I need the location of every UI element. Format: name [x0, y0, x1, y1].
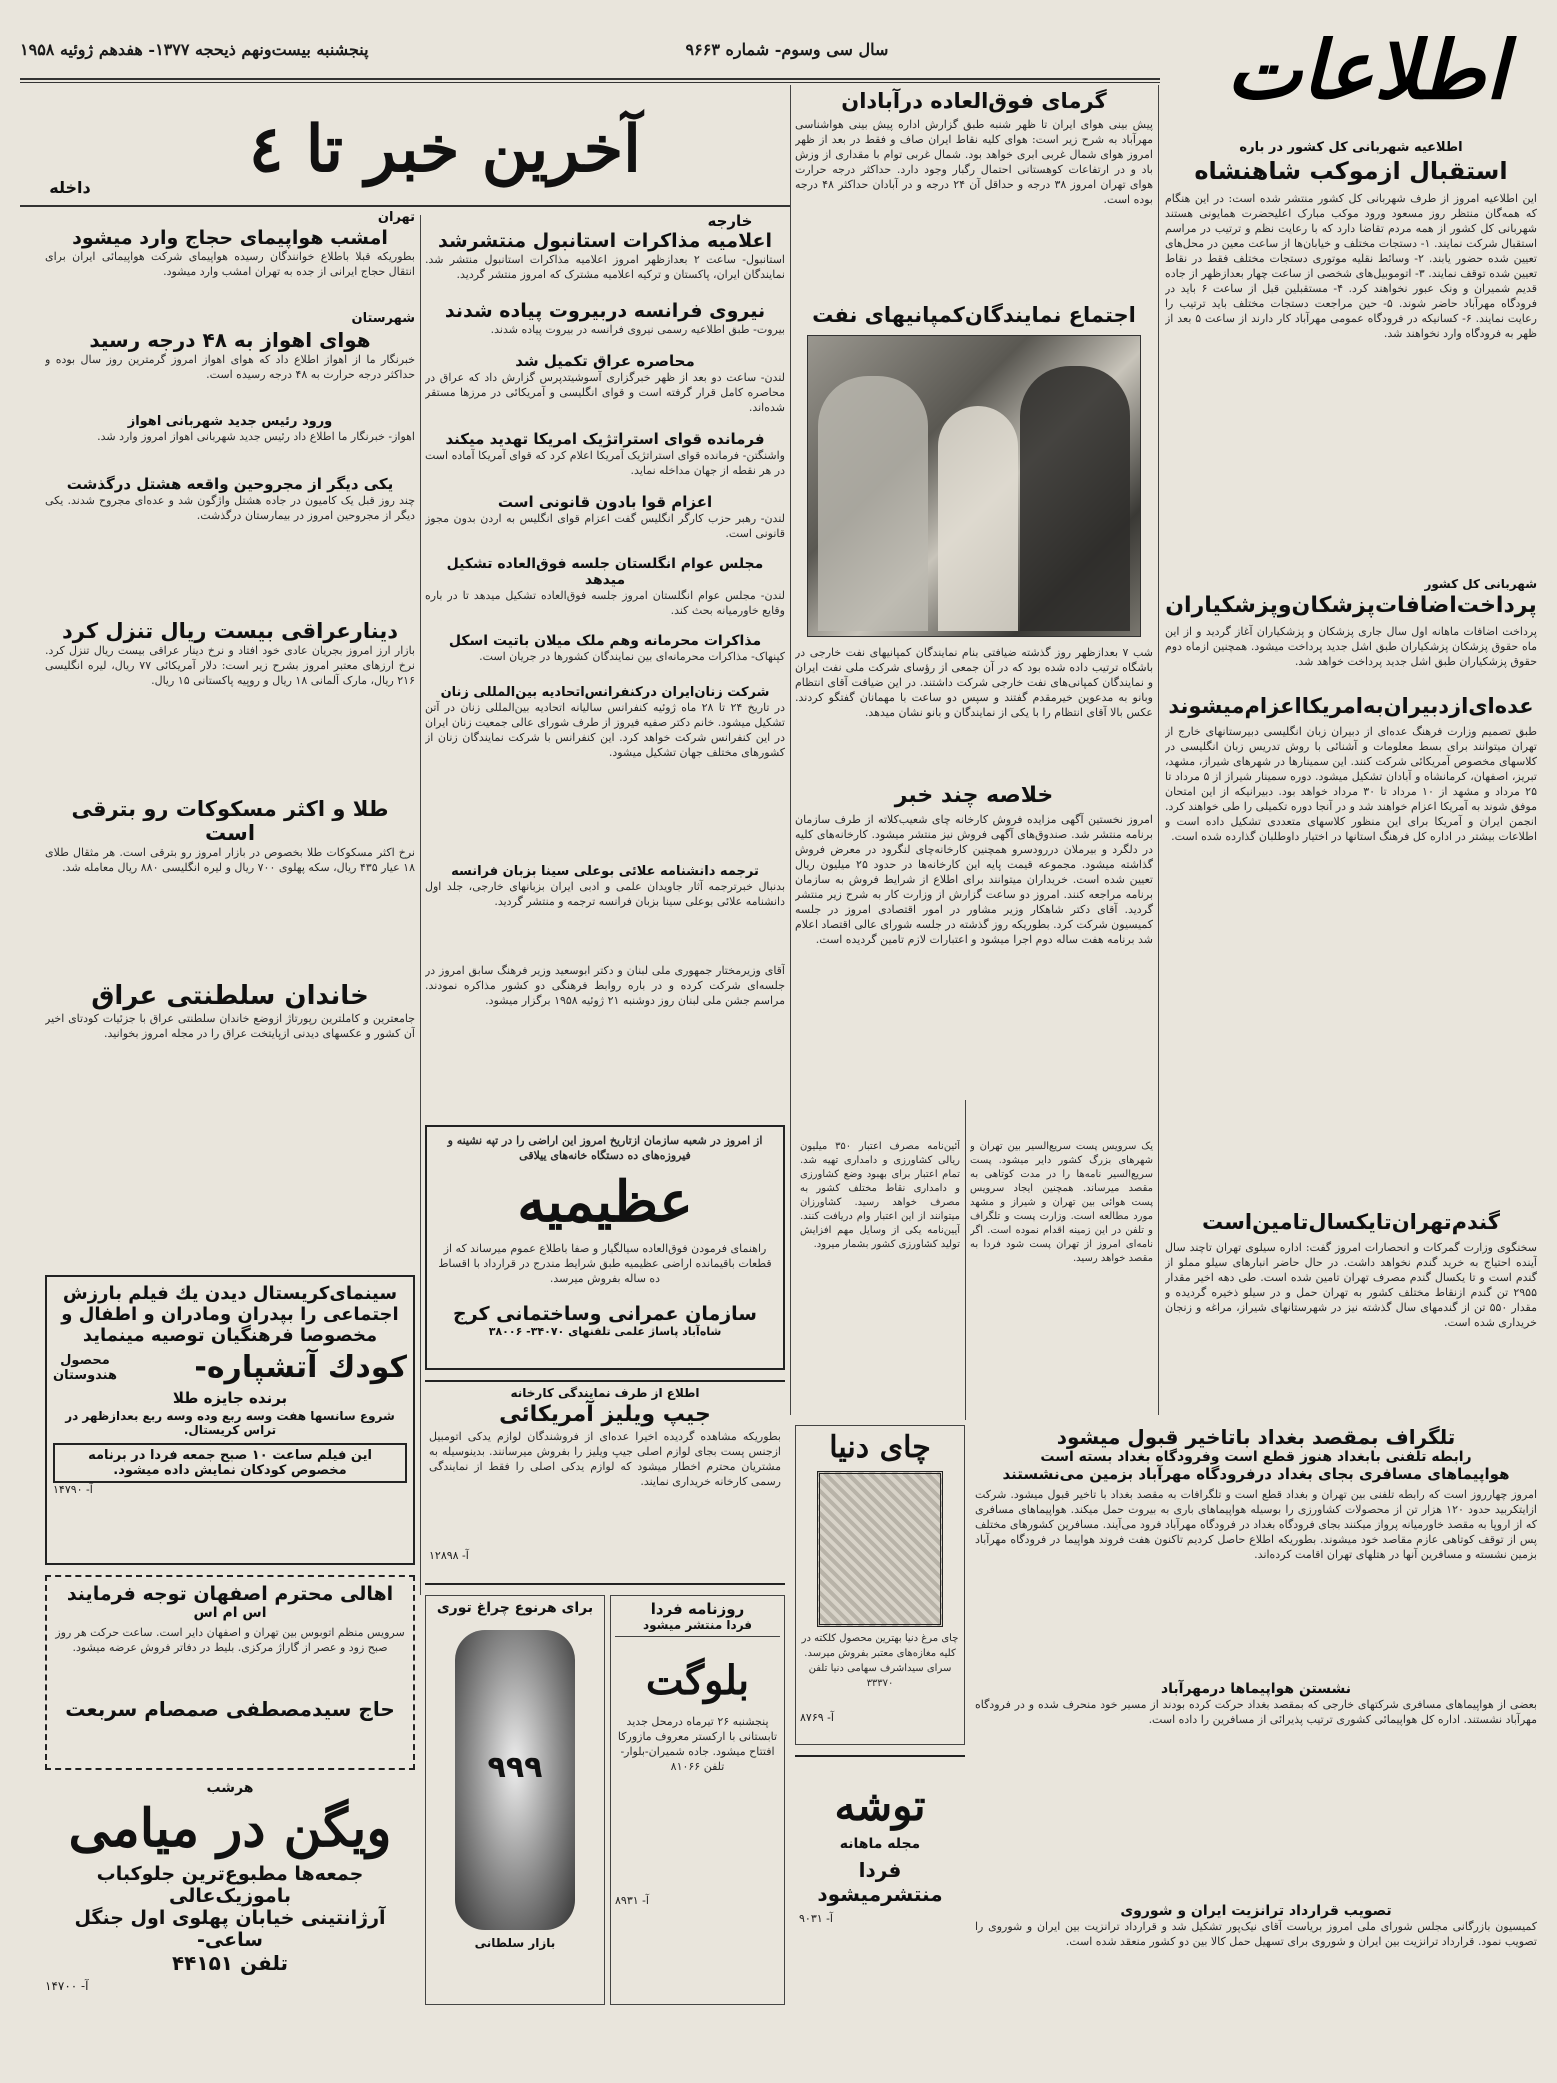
lamp-image: [455, 1630, 575, 1930]
ad-azimieh: [425, 1125, 785, 1370]
tea-title: چای دنیا: [829, 1430, 931, 1465]
banner-rule: [20, 205, 790, 207]
summary-title: خلاصه چند خبر: [894, 783, 1054, 808]
miami-title: ویگن در میامی: [68, 1798, 392, 1859]
istanbul-title: اعلامیه مذاکرات استانبول منتشرشد: [438, 230, 772, 252]
gold-title: طلا و اکثر مسکوکات رو بترقی است: [71, 797, 389, 845]
iraq-title: محاصره عراق تکمیل شد: [515, 352, 695, 370]
book-title: ترجمه دانشنامه علائی بوعلی سینا بزبان فرانسه: [451, 864, 759, 879]
isfahan-body: سرویس منظم اتوبوس بین تهران و اصفهان دایر است. ساعت حرکت هر روز صبح زود و عصر از گاراژ مرکزی. بلیط در دفاتر فروش عرضه میشود.: [55, 1626, 405, 1654]
oil-title: اجتماع نمایندگان‌کمپانیهای نفت: [812, 303, 1136, 327]
iraq-body: لندن- ساعت دو بعد از ظهر خبرگزاری آسوشیتدپرس گزارش داد که عراق در محاصره کامل قرار گرفته است و قوای انگلیسی و آمریکائی در مرزها مستقر شده‌اند.: [425, 371, 785, 414]
troops-body: لندن- رهبر حزب کارگر انگلیس گفت اعزام قوای انگلیس به اردن بدون مجوز قانونی است.: [425, 512, 785, 540]
miami-top: هرشب: [206, 1780, 254, 1796]
cinema-line1: سینمای‌کریستال دیدن یك فیلم بارزش: [62, 1283, 398, 1304]
cinema-box: این فیلم ساعت ۱۰ صبح جمعه فردا در برنامه مخصوص کودکان نمایش داده میشود.: [53, 1443, 407, 1483]
column-divider: [790, 85, 791, 1415]
transit-title: تصویب قرارداد ترانزیت ایران و شوروی: [1120, 1903, 1392, 1919]
dinar-title: دینارعراقی بیست ریال تنزل کرد: [62, 619, 398, 643]
doctors-kicker: شهربانی کل کشور: [1424, 577, 1537, 591]
commander-title: فرمانده قوای استراتژیک امریکا تهدید میکند: [445, 430, 765, 448]
tea-body: چای مرغ دنیا بهترین محصول کلکته در کلیه مغازه‌های معتبر بفروش میرسد. سرای سیداشرف سهامی دنیا تلفن ۳۳۳۷۰: [801, 1633, 959, 1689]
ad-toshe: [795, 1755, 965, 2005]
column-bottom-right: [975, 1425, 1537, 2070]
miami-code: آ- ۱۴۷۰۰: [45, 1979, 89, 1993]
isfahan-title: اهالی محترم اصفهان توجه فرمایند: [66, 1583, 394, 1605]
ad-isfahan: [45, 1575, 415, 1770]
mid-bottom-b-text: یک سرویس پست سریع‌السیر بین تهران و شهرهای بزرگ کشور دایر میشود. پست سریع‌السیر نامه‌ها را در مدت کوتاهی به مقصد میرساند. همچنین ایجاد سرویس پست هوائی بین تهران و شیراز و مشهد مورد مطالعه است. وزارت پست و تلگراف و تلفن در این زمینه اقدام نموده است. اگر نامه‌ای امروز از تهران پست شود فردا به مقصد خواهد رسید.: [970, 1141, 1153, 1264]
ad-tea: [795, 1425, 965, 1745]
tapestry-body: سخنگوی وزارت گمرکات و انحصارات امروز گفت: اداره سیلوی تهران تاچند سال آینده احتیاج به خرید گندم نخواهد داشت. در حال حاضر انبارهای سیلو مملو از گندم است و تا یکسال گندم مصرف تهران تامین شده است. طی دهه اخیر مقدار ۲۹۵۵ تن گندم ازنقاط مختلف کشور به تهران حمل و در سیلو ذخیره گردیده و مقدار ۵۵۰ تن از گندمهای سال گذشته نیز در شهرستانهای شیراز، مراغه و زنجان خریداری شده است.: [1165, 1241, 1537, 1329]
isfahan-name: حاج سیدمصطفی صمصام سربعت: [65, 1697, 395, 1721]
injured-body: چند روز قبل یک کامیون در جاده هشتل واژگون شد و عده‌ای مجروح شدند. یکی دیگر از مجروحین امروز در بیمارستان درگذشت.: [45, 494, 415, 522]
lamp-tag: بازار سلطانی: [474, 1936, 556, 1950]
ad-lamp: [425, 1595, 605, 2005]
bluegate-code: آ- ۸۹۳۱: [615, 1894, 649, 1907]
minister-body: آقای وزیرمختار جمهوری ملی لبنان و دکتر ابوسعید وزیر فرهنگ سابق امروز در جلسه‌ای شرکت کرده و در باره روابط فرهنگی دو کشور مذاکره نمودند. مراسم جشن ملی لبنان روز دوشنبه ۲۱ ژوئیه ۱۹۵۸ برگزار میشود.: [425, 964, 785, 1007]
ad-bluegate: [610, 1595, 785, 2005]
egypt-title: مذاکرات محرمانه وهم ملک میلان با‌تیت اسکل: [448, 633, 762, 649]
heat-title: گرمای فوق‌العاده درآبادان: [841, 89, 1107, 113]
toshe-body: فردا منتشرمیشود: [817, 1858, 943, 1906]
dynasty-title: خاندان سلطنتی عراق: [91, 981, 369, 1011]
bluegate-small: روزنامه فردا: [650, 1600, 745, 1618]
isfahan-sub: اس ام اس: [193, 1605, 267, 1621]
doctors-body: پرداخت اضافات ماهانه اول سال جاری پزشکان و پزشکیاران آغاز گردید و از این ماه حقوق پزشکان پزشکیاران طبق اشل جدید پرداخت میشود. همچنین ازماه دوم حقوق پزشکیاران طبق اشل جدید پرداخت خواهد شد.: [1165, 625, 1537, 668]
column-left: [45, 210, 415, 1170]
azimieh-title: عظیمیه: [517, 1169, 693, 1235]
troops-title: اعزام قوا بادون قانونی است: [497, 493, 713, 511]
tea-code: آ- ۸۷۶۹: [800, 1711, 834, 1724]
masthead-rule-2: [20, 82, 1160, 83]
cinema-title: کودك آتشپاره-: [194, 1350, 407, 1385]
tea-box-image: [817, 1471, 943, 1627]
ahvaz-body: خبرنگار ما از اهواز اطلاع داد که هوای اهواز امروز گرمترین روز سال بوده و حداکثر درجه حرارت به ۴۸ درجه رسیده است.: [45, 353, 415, 381]
beirut-title: نیروی فرانسه دربیروت پیاده شدند: [444, 300, 766, 322]
azimieh-addr: شاه‌آباد پاساژ علمی تلفنهای ۳۴۰۷۰- ۳۸۰۰۶: [488, 1325, 722, 1338]
azimieh-top: از امروز در شعبه سازمان ازتاریخ امروز این اراضی را در تپه نشینه و فیروزه‌های ده دستگاه خانه‌های ییلاقی: [447, 1134, 763, 1162]
cinema-code: آ- ۱۴۷۹۰: [53, 1483, 93, 1496]
jeep-code: آ- ۱۲۸۹۸: [429, 1549, 469, 1562]
planes-body: بعضی از هواپیماهای مسافری شرکتهای خارجی که بمقصد بغداد حرکت کرده بودند از مسیر خود منحرف شده و در فرودگاه مهرآباد نشستند. اداره کل هواپیمائی کشوری ترتیب پذیرائی از مسافرین را داده است.: [975, 1698, 1537, 1726]
cinema-schedule: شروع سانسها هفت وسه ربع وده وسه ربع بعدازظهر در تراس کریستال.: [65, 1409, 395, 1437]
azimieh-org: سازمان عمرانی وساختمانی کرج: [453, 1303, 757, 1325]
book-body: بدنبال خبرترجمه آثار جاویدان علمی و ادبی ایران بزبانهای خارجی، جلد اول دانشنامه علائی بوعلی سینا بزبان فرانسه ترجمه و منتشر گردید.: [425, 880, 785, 908]
istanbul-body: استانبول- ساعت ۲ بعدازظهر امروز اعلامیه مذاکرات استانبول منتشر شد. نمایندگان ایران، پاکستان و ترکیه اعلامیه مشترک که امروز منتشر گردید.: [425, 253, 785, 281]
ahvaz-title: هوای اهواز به ۴۸ درجه رسید: [89, 328, 371, 352]
police-body: اهواز- خبرنگار ما اطلاع داد رئیس جدید شهربانی اهواز امروز وارد شد.: [97, 430, 415, 443]
dynasty-body: جامعترین و کاملترین رپورتاژ ازوضع خاندان سلطنتی عراق با جزئیات کودتای اخیر آن کشور و عکسهای دیدنی ازپایتخت عراق را در مجله امروز بخوانید.: [45, 1012, 415, 1040]
column-divider: [1158, 85, 1159, 1415]
cinema-line2: اجتماعی را بپدران ومادران و اطفال و: [61, 1304, 399, 1325]
egypt-body: کپنهاک- مذاکرات محرمانه‌ای بین نمایندگان کشورها در جریان است.: [479, 650, 785, 663]
oil-caption: شب ۷ بعدازظهر روز گذشته ضیافتی بنام نمایندگان کمپانیهای نفت خارجی در باشگاه ترتیب داده شده بود که در آن جمعی از رؤسای شرکت ملی نفت ایران و نمایندگان کمپانی‌های نفت خارجی شرکت داشتند. در این ضیافت آقای انتظام وبانو به مدعوین خیرمقدم گفتند و سپس دو ساعت با مهمانان گفتگو کردند. عکس بالا آقای انتظام را با یکی از نمایندگان و بانو نشان میدهد.: [795, 646, 1153, 719]
ad-miami: [45, 1780, 415, 2070]
cinema-origin2: هندوستان: [53, 1367, 117, 1383]
tapestry-title: گندم‌تهران‌تا‌یکسال‌تامین‌است: [1202, 1210, 1500, 1234]
column-right: [1165, 130, 1537, 1420]
cinema-line3: مخصوصا فرهنگیان توصیه مینماید: [82, 1325, 378, 1346]
heat-body: پیش بینی هوای ایران تا ظهر شنبه طبق گزارش اداره پیش بینی هواشناسی مهرآباد به شرح زیر است: هوای کلیه نقاط ایران صاف و فقط در بعد از ظهر امروز هوای شمال غربی ابری خواهد بود. شمال غربی توام با مقداری از وزش باد و در ارتفاعات کوهستانی احتمال رگبار وجود دارد. حداکثر درجه حرارت هوای تهران امروز ۳۸ درجه و حداقل آن ۲۴ درجه و در آبادان حداکثر ۴۸ درجه بوده است.: [795, 118, 1153, 206]
shah-title: استقبال ازموکب شاهنشاه: [1194, 157, 1508, 185]
column-foreign: [425, 220, 785, 1115]
miami-line1: جمعه‌ها مطبوع‌ترین جلوکباب باموزیک‌عالی: [96, 1863, 364, 1907]
banner-left-tag: داخله: [49, 178, 91, 197]
toshe-code: آ- ۹۰۳۱: [799, 1912, 833, 1925]
cinema-origin1: محصول: [60, 1352, 110, 1368]
mid-bottom-b: [970, 1140, 1153, 1410]
hajj-body: بطوریکه قبلا باطلاع خوانندگان رسیده هواپیمای شرکت هواپیمائی ایران برای انتقال حجاج ایرانی از جده به تهران امشب وارد میشود.: [45, 250, 415, 278]
bluegate-body: پنجشنبه ۲۶ تیرماه درمحل جدید تابستانی با ارکستر معروف مازورکا افتتاح میشود. جاده شمیران-بلوار- تلفن ۸۱۰۶۶: [617, 1715, 778, 1773]
dinar-body: بازار ارز امروز بجریان عادی خود افتاد و نرخ دینار عراقی بیست ریال تنزل کرد. نرخ ارزهای معتبر امروز بشرح زیر است: دلار آمریکائی ۷۷ ریال، لیره انگلیسی ۲۱۶ ریال، مارک آلمانی ۱۸ ریال و روپیه پاکستانی ۱۵ ریال.: [45, 644, 415, 687]
baghdad-title: تلگراف بمقصد بغداد باتاخیر قبول میشود: [1056, 1425, 1456, 1449]
parliament-body: لندن- مجلس عوام انگلستان امروز جلسه فوق‌العاده تشکیل میدهد تا در باره وقایع خاورمیانه بحث کند.: [425, 589, 785, 617]
tehran-tag: تهران: [377, 210, 415, 225]
hajj-title: امشب هواپیمای حجاج وارد میشود: [72, 227, 388, 249]
masthead-date: پنجشنبه بیست‌ونهم ذیحجه ۱۳۷۷- هفدهم ژوئیه ۱۹۵۸: [20, 40, 369, 59]
photo-figure-center: [938, 406, 1018, 631]
jeep-top: اطلاع از طرف نمایندگی کارخانه: [510, 1386, 700, 1400]
gold-body: نرخ اکثر مسکوکات طلا بخصوص در بازار امروز رو بترقی است. هر مثقال طلای ۱۸ عیار ۴۳۵ ریال، سکه پهلوی ۷۰۰ ریال و لیره انگلیسی ۸۸۰ ریال معامله شد.: [45, 846, 415, 874]
column-divider: [420, 215, 421, 1595]
masthead-issue: سال سی وسوم- شماره ۹۶۶۳: [685, 40, 889, 59]
miami-phone: تلفن ۴۴۱۵۱: [171, 1951, 289, 1975]
bluegate-title: بلوگت: [645, 1657, 750, 1704]
parliament-title: مجلس عوام انگلستان جلسه فوق‌العاده تشکیل میدهد: [446, 556, 764, 588]
miami-line2: آرژانتینی خیابان پهلوی اول جنگل ساعی-: [74, 1907, 386, 1951]
masthead-rule: [20, 78, 1160, 80]
cinema-prize: برنده جایزه طلا: [172, 1389, 288, 1407]
shah-kicker: اطلاعیه شهربانی کل کشور در باره: [1239, 140, 1463, 155]
shah-body: این اطلاعیه امروز از طرف شهربانی کل کشور منتشر شده است: در این هنگام که همه‌گان منتظر روز مسعود ورود موکب مبارک اعلیحضرت همایونی هستند شهربانی کل کشور از همه مردم تقاضا دارد که با رعایت نظم و ترتیب در مراسم استقبال شرکت نمایند. ۱- دستجات مختلف و خیابان‌ها از ساعت معین در محل‌های تعیین شده حضور یابند. ۲- وسائط نقلیه موتوری دستجات مختلف فقط در نقاط تعیین شده توقف نمایند. ۳- اتوموبیل‌های شخصی از ساعت چهار بعدازظهر از جاده قدیم شمیران و ونک عبور نخواهند کرد. ۴- مستقبلین قبل از ساعت ۶ باید در فرودگاه مهرآباد حاضر شوند. ۵- حین مراجعت دستجات مختلف باید ترتیب را رعایت نمایند. ۶- کسانیکه در فرودگاه عمومی مهرآباد کار دارند از ساعت ۵ بعد از ظهر به فرودگاه وارد نخواهند شد.: [1165, 192, 1537, 340]
masthead-logo: اطلاعات: [1226, 23, 1508, 117]
women-body: در تاریخ ۲۴ تا ۲۸ ماه ژوئیه کنفرانس سالیانه اتحادیه بین‌المللی زنان در آتن تشکیل میشود. خانم دکتر صفیه فیروز از طرف شورای عالی جمعیت زنان ایران در این کنفرانس شرکت خواهد کرد. این کنفرانس با شرکت نمایندگان زنان از کشورهای مختلف جهان تشکیل میشود.: [425, 701, 785, 759]
jeep-body: بطوریکه مشاهده گردیده اخیرا عده‌ای از فروشندگان لوازم یدکی اتومبیل ازجنس پست بجای لوازم اصلی جیپ ویلیز را بفروش میرسانند. بدینوسیله به مشتریان محترم اخطار میشود که لوازم یدکی اصلی را فقط از نمایندگی رسمی کارخانه خریداری نمایند.: [429, 1430, 781, 1488]
injured-title: یکی دیگر از مجروحین واقعه هشتل درگذشت: [66, 475, 394, 493]
transit-body: کمیسیون بازرگانی مجلس شورای ملی امروز بریاست آقای نیک‌پور تشکیل شد و قرارداد ترانزیت بین ایران و شوروی را تصویب نمود. قرارداد ترانزیت بین ایران و شوروی برای تسهیل حمل کالا بین دو کشور منعقد شده است.: [975, 1920, 1537, 1948]
toshe-title: توشه: [834, 1781, 926, 1830]
jeep-title: جیپ ویلیز آمریکائی: [499, 1402, 711, 1427]
ad-cinema: [45, 1275, 415, 1565]
summary-body: امروز نخستین آگهی مزایده فروش کارخانه چای شعیب‌کلاته از طرف سازمان برنامه منتشر شد. صندوق‌های آگهی فروش نیز منتشر میشود. کارخانه‌های کلیه در دلگرد و بیرملان دررودسرو همچنین کارخانه‌چای لنگرود در معرض فروش گذاشته میشود. مجموعه قیمت پایه این کارخانه‌ها در حدود ۲۵ میلیون ریال تعیین شده است. خریداران میتوانند برای اطلاع از شرایط فروش به سازمان برنامه مراجعه کنند. امروز دو ساعت گزارش از وزارت کار به شرح زیر منتشر گردید. آقای دکتر شاهکار وزیر مشاور در امور اقتصادی امروز در جلسه کمیسیون شرکت کرد. بطوریکه روز گذشته در جلسه شورای عالی اقتصاد اعلام شد برنامه هفت ساله دوم اجرا میشود و اعتبارات لازم تامین گردیده است.: [795, 813, 1153, 946]
baghdad-body: امروز چهارروز است که رابطه تلفنی بین تهران و بغداد قطع است و تلگرافات به مقصد بغداد با تاخیر قبول میشود. شرکت ازایتکربید حدود ۱۲۰ هزار تن از محصولات کشاورزی را بوسیله هواپیماهای باری به بیروت حمل میکند. هواپیماهای مسافری که از اروپا به مقصد خاورمیانه پرواز میکنند بجای فرودگاه بغداد در فرودگاه مهرآباد فرود می‌آیند. مسافرین کشورهای مختلف پس از توقف کوتاهی عازم مقاصد خود میشوند. بطوریکه اطلاع حاصل کردیم تاکنون هفت فروند هواپیما در فرودگاه مهرآباد بزمین نشسته و مسافرین آنها در هتلهای تهران اقامت کرده‌اند.: [975, 1488, 1537, 1561]
bluegate-small2: فردا منتشر میشود: [615, 1618, 780, 1637]
baghdad-sub: رابطه تلفنی بابغداد هنوز قطع است وفرودگاه بغداد بسته است: [1040, 1449, 1472, 1465]
photo-figure-right: [1020, 366, 1130, 631]
baghdad-sub2: هواپیماهای مسافری بجای بغداد درفرودگاه مهرآباد بزمین می‌نشستند: [1002, 1465, 1510, 1483]
police-title: ورود رئیس جدید شهربانی اهواز: [127, 414, 333, 429]
provinces-tag: شهرستان: [351, 311, 415, 326]
oil-photo: [807, 335, 1141, 637]
mid-bottom-a: [800, 1140, 960, 1410]
commander-body: واشنگتن- فرمانده قوای استراتژیک آمریکا اعلام کرد که قوای آمریکا آماده است در هر نقطه از جهان مداخله نماید.: [425, 449, 785, 477]
america-title: عده‌ای‌ازدبیران‌به‌امریکا‌اعزام‌میشوند: [1168, 694, 1534, 718]
banner-mid-tag: خارجه: [707, 212, 753, 230]
photo-figure-left: [818, 376, 928, 631]
toshe-sub: مجله ماهانه: [839, 1836, 921, 1852]
america-body: طبق تصمیم وزارت فرهنگ عده‌ای از دبیران زبان انگلیسی دبیرستانهای خارج از تهران میتوانند برای بسط معلومات و آشنائی با روش تدریس زبان انگلیسی در کلاسهای مخصوص آمریکائی شرکت کنند. این سمینارها در شهرهای شیراز، مشهد، تبریز، اصفهان، کرمانشاه و آبادان تشکیل میشود. دوره سمینار شیراز از ۵ مرداد تا ۲۵ مرداد و مشهد از ۱۰ مرداد تا ۳۰ مرداد خواهد بود. دبیرانیکه از این امتحان موفق شوند به آمریکا اعزام خواهند شد و در آنجا دوره تکمیلی را طی خواهند کرد. انجمن ایران و آمریکا برای این منظور کلاسهای متعددی تشکیل داده است و اطلاعات بیشتر در اداره کل فرهنگ استانها در اختیار داوطلبان گذارده شده است.: [1165, 725, 1537, 843]
doctors-title: پرداخت‌اضافات‌پزشکان‌و‌پزشکیاران: [1165, 593, 1537, 618]
ad-jeep: [425, 1380, 785, 1585]
azimieh-body: راهنمای فرمودن فوق‌العاده سیالگیار و صفا باطلاع عموم میرساند که از قطعات باقیمانده اراضی عظیمیه طبق شرایط مندرج در قرارداد با اقساط ده ساله بفروش میرسد.: [438, 1242, 772, 1285]
planes-title: نشستن هواپیماها درمهرآباد: [1160, 1681, 1352, 1697]
mid-bottom-a-text: آئین‌نامه مصرف اعتبار ۳۵۰ میلیون ریالی کشاورزی و دامداری تهیه شد. تمام اعتبار برای بهبود وضع کشاورزی و دامداری نقاط مختلف کشور به مصرف خواهد رسید. کشاورزان میتوانند از این اعتبار وام دریافت کنند. آیین‌نامه یکی از وسایل مهم افزایش تولید کشاورزی کشور بشمار میرود.: [800, 1141, 960, 1250]
lamp-title: برای هرنوع چراغ توری: [436, 1600, 594, 1616]
banner-headline: آخرین خبر تا ٤: [249, 112, 641, 187]
lamp-brand: ۹۹۹: [487, 1750, 543, 1785]
women-title: شرکت زنان‌ایران در‌کنفرانس‌اتحادیه بین‌المللی زنان: [440, 685, 770, 700]
beirut-body: بیروت- طبق اطلاعیه رسمی نیروی فرانسه در بیروت پیاده شدند.: [490, 323, 785, 336]
